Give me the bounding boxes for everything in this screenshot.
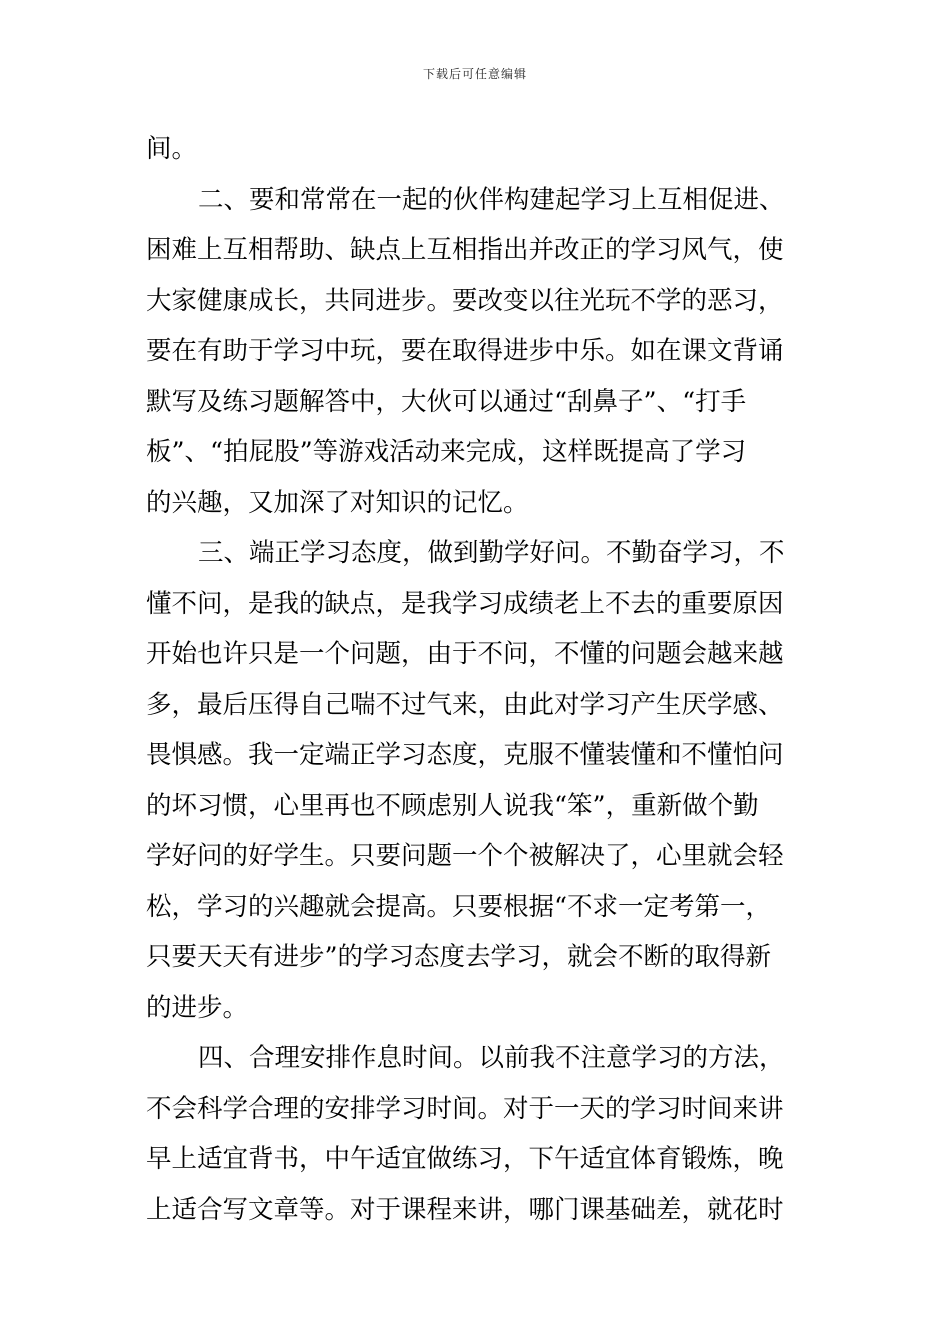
text-line: 学好问的好学生。只要问题一个个被解决了，心里就会轻 [146,841,784,871]
paragraph-4-start: 四、合理安排作息时间。以前我不注意学习的方法， [198,1043,785,1073]
text-line: 板”、“拍屁股”等游戏活动来完成，这样既提高了学习 [146,437,747,467]
text-line: 懂不问，是我的缺点，是我学习成绩老上不去的重要原因 [146,588,784,619]
text-line: 困难上互相帮助、缺点上互相指出并改正的学习风气，使 [146,235,784,265]
text-line: 默写及练习题解答中，大伙可以通过“刮鼻子”、“打手 [146,386,747,417]
text-line: 的兴趣，又加深了对知识的记忆。 [146,487,529,518]
text-line: 开始也许只是一个问题，由于不问，不懂的问题会越来越 [146,639,784,669]
paragraph-3-start: 三、端正学习态度，做到勤学好问。不勤奋学习，不 [198,538,785,568]
text-line: 不会科学合理的安排学习时间。对于一天的学习时间来讲 [146,1093,784,1124]
paragraph-2-start: 二、要和常常在一起的伙伴构建起学习上互相促进、 [198,184,785,215]
text-line: 的坏习惯，心里再也不顾虑别人说我“笨”，重新做个勤 [146,790,759,821]
text-line: 多，最后压得自己喘不过气来，由此对学习产生厌学感、 [146,689,784,720]
text-line: 要在有助于学习中玩，要在取得进步中乐。如在课文背诵 [146,336,784,366]
text-line: 早上适宜背书，中午适宜做练习，下午适宜体育锻炼，晚 [146,1144,784,1174]
page-header: 下载后可任意编辑 [422,67,527,81]
text-line: 大家健康成长，共同进步。要改变以往光玩不学的恶习， [146,285,784,316]
text-line: 的进步。 [146,992,249,1023]
text-line: 畏惧感。我一定端正学习态度，克服不懂装懂和不懂怕问 [146,740,784,770]
text-line: 间。 [146,134,198,164]
text-line: 松，学习的兴趣就会提高。只要根据“不求一定考第一， [146,891,772,922]
document-body [146,124,806,1235]
text-line: 上适合写文章等。对于课程来讲，哪门课基础差，就花时 [146,1194,784,1225]
text-line: 只要天天有进步”的学习态度去学习，就会不断的取得新 [146,942,772,972]
